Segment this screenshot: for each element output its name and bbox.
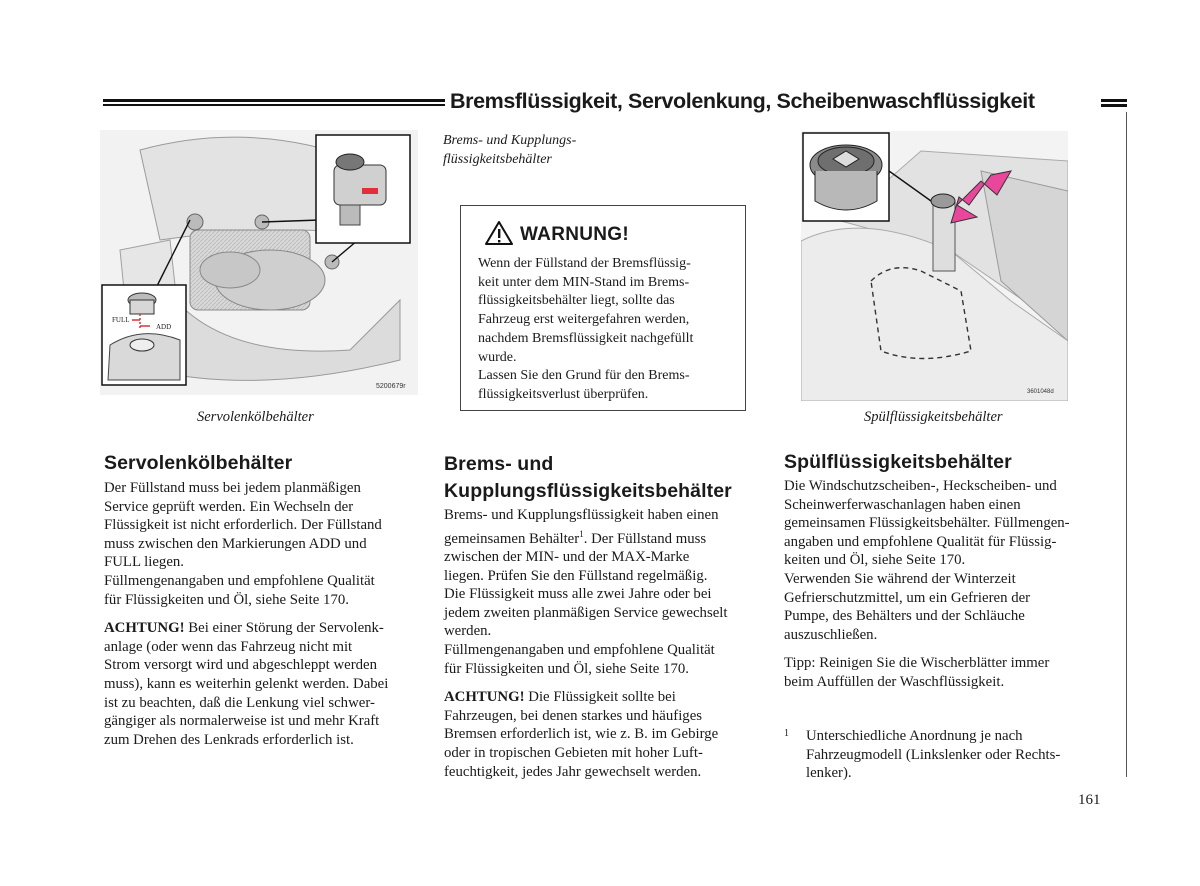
text-line: muss), kann es weiterhin gelenkt werden. Dabei bbox=[104, 675, 389, 692]
text-line: Strom versorgt wird und abgeschleppt werden bbox=[104, 657, 377, 674]
warning-line: Lassen Sie den Grund für den Brems- bbox=[478, 368, 690, 384]
text-line: Die Windschutzscheiben-, Heckscheiben- und bbox=[784, 478, 1057, 494]
text-line: Bremsen erforderlich ist, wie z. B. im Gebirge bbox=[444, 726, 719, 743]
warning-title: WARNUNG! bbox=[520, 224, 629, 245]
caption-washer: Spülflüssigkeitsbehälter bbox=[864, 409, 1003, 425]
text-line: gemeinsamen Behälter bbox=[444, 530, 580, 547]
heading-servo: Servolenkölbehälter bbox=[104, 452, 293, 474]
text-line: Füllmengenangaben und empfohlene Qualität bbox=[104, 572, 375, 589]
heading-brake bbox=[444, 451, 732, 505]
text-line: Flüssigkeit ist nicht erforderlich. Der Füllstand bbox=[104, 517, 382, 534]
text-line: Brems- und Kupplungsflüssigkeit haben einen bbox=[444, 507, 719, 523]
footnote-line: lenker). bbox=[806, 765, 852, 782]
warning-line: Fahrzeug erst weitergefahren werden, bbox=[478, 312, 690, 328]
footnote-mark: 1 bbox=[784, 728, 789, 739]
text-line: ist zu beachten, daß die Lenkung viel schwer- bbox=[104, 694, 375, 711]
warning-line: keit unter dem MIN-Stand im Brems- bbox=[478, 274, 690, 290]
warning-line: Wenn der Füllstand der Bremsflüssig- bbox=[478, 256, 691, 271]
text-line: keiten und Öl, siehe Seite 170. bbox=[784, 552, 966, 569]
text-line: Die Flüssigkeit sollte bei bbox=[524, 689, 676, 706]
caption-servo: Servolenkölbehälter bbox=[197, 409, 314, 425]
text-line: Der Füllstand muss bei jedem planmäßigen bbox=[104, 480, 361, 496]
text-line: Füllmengenangaben und empfohlene Qualität bbox=[444, 642, 715, 659]
note-label: ACHTUNG! bbox=[104, 620, 185, 637]
washer-text bbox=[784, 477, 1114, 692]
text-line: auszuschließen. bbox=[784, 626, 878, 643]
servo-text bbox=[104, 479, 424, 749]
text-line: für Flüssigkeiten und Öl, siehe Seite 170. bbox=[444, 660, 689, 677]
text-line: Gefrierschutzmittel, um ein Gefrieren der bbox=[784, 589, 1031, 606]
text-line: anlage (oder wenn das Fahrzeug nicht mit bbox=[104, 638, 353, 655]
text-line: Verwenden Sie während der Winterzeit bbox=[784, 570, 1016, 587]
text-line: zum Drehen des Lenkrads erforderlich ist. bbox=[104, 731, 354, 748]
text-line: Die Flüssigkeit muss alle zwei Jahre oder bei bbox=[444, 586, 712, 603]
text-line: liegen. Prüfen Sie den Füllstand regelmäßig. bbox=[444, 567, 708, 584]
text-line: zwischen der MIN- und der MAX-Marke bbox=[444, 549, 690, 566]
warning-line: flüssigkeitsbehälter liegt, sollte das bbox=[478, 293, 675, 309]
warning-line: nachdem Bremsflüssigkeit nachgefüllt bbox=[478, 330, 694, 346]
text-line: oder in tropischen Gebieten mit hoher Luft- bbox=[444, 745, 703, 762]
footnote-text bbox=[806, 727, 1106, 783]
text-line: jedem zweiten planmäßigen Service gewechselt bbox=[444, 604, 728, 621]
figure-code-left: 5200679r bbox=[376, 383, 406, 390]
text-line: Service geprüft werden. Ein Wechseln der bbox=[104, 498, 354, 515]
brake-text bbox=[444, 506, 774, 781]
footnote-line: Fahrzeugmodell (Linkslenker oder Rechts- bbox=[806, 746, 1061, 763]
right-margin-rule bbox=[1126, 112, 1127, 777]
washer-reservoir-illustration bbox=[801, 131, 1068, 401]
warning-line: wurde. bbox=[478, 349, 517, 365]
tip-line: beim Auffüllen der Waschflüssigkeit. bbox=[784, 673, 1005, 690]
text-line: Fahrzeugen, bei denen starkes und häufiges bbox=[444, 707, 703, 724]
footnote-ref: 1 bbox=[579, 528, 584, 539]
text-line: gemeinsamen Flüssigkeitsbehälter. Füllmengen- bbox=[784, 515, 1070, 532]
text-line: gängiger als normalerweise ist und mehr Kraft bbox=[104, 713, 380, 730]
text-line: feuchtigkeit, jedes Jahr gewechselt werden. bbox=[444, 763, 702, 780]
warning-line: flüssigkeitsverlust überprüfen. bbox=[478, 386, 649, 402]
warning-triangle-icon bbox=[484, 220, 514, 246]
tip-line: Tipp: Reinigen Sie die Wischerblätter immer bbox=[784, 655, 1050, 672]
text-line: Pumpe, des Behälters und der Schläuche bbox=[784, 608, 1025, 625]
label-add: ADD bbox=[156, 323, 172, 331]
label-full: FULL bbox=[112, 316, 130, 324]
figure-code-right: 3601048d bbox=[1027, 389, 1054, 395]
heading-line: Brems- und bbox=[444, 453, 554, 475]
engine-bay-illustration bbox=[100, 130, 418, 395]
header-rule-left bbox=[103, 99, 445, 110]
footnote-line: Unterschiedliche Anordnung je nach bbox=[806, 728, 1023, 744]
text-line: Bei einer Störung der Servolenk- bbox=[184, 620, 384, 637]
text-line: FULL liegen. bbox=[104, 554, 184, 571]
header-rule-right bbox=[1101, 99, 1127, 110]
caption-brake: Brems- und Kupplungs- flüssigkeitsbehälter bbox=[443, 133, 577, 167]
page-number: 161 bbox=[1078, 792, 1101, 808]
text-line: Scheinwerferwaschanlagen haben einen bbox=[784, 496, 1021, 513]
text-line: werden. bbox=[444, 623, 492, 640]
text-line: für Flüssigkeiten und Öl, siehe Seite 170. bbox=[104, 591, 349, 608]
heading-washer: Spülflüssigkeitsbehälter bbox=[784, 451, 1012, 473]
text-line: angaben und empfohlene Qualität für Flüssig- bbox=[784, 533, 1057, 550]
heading-line: Kupplungsflüssigkeitsbehälter bbox=[444, 480, 732, 502]
warning-text bbox=[478, 255, 738, 405]
page-title: Bremsflüssigkeit, Servolenkung, Scheibenwaschflüssigkeit bbox=[450, 89, 1035, 113]
note-label: ACHTUNG! bbox=[444, 689, 525, 706]
text-line: . Der Füllstand muss bbox=[583, 530, 707, 547]
text-line: muss zwischen den Markierungen ADD und bbox=[104, 535, 367, 552]
